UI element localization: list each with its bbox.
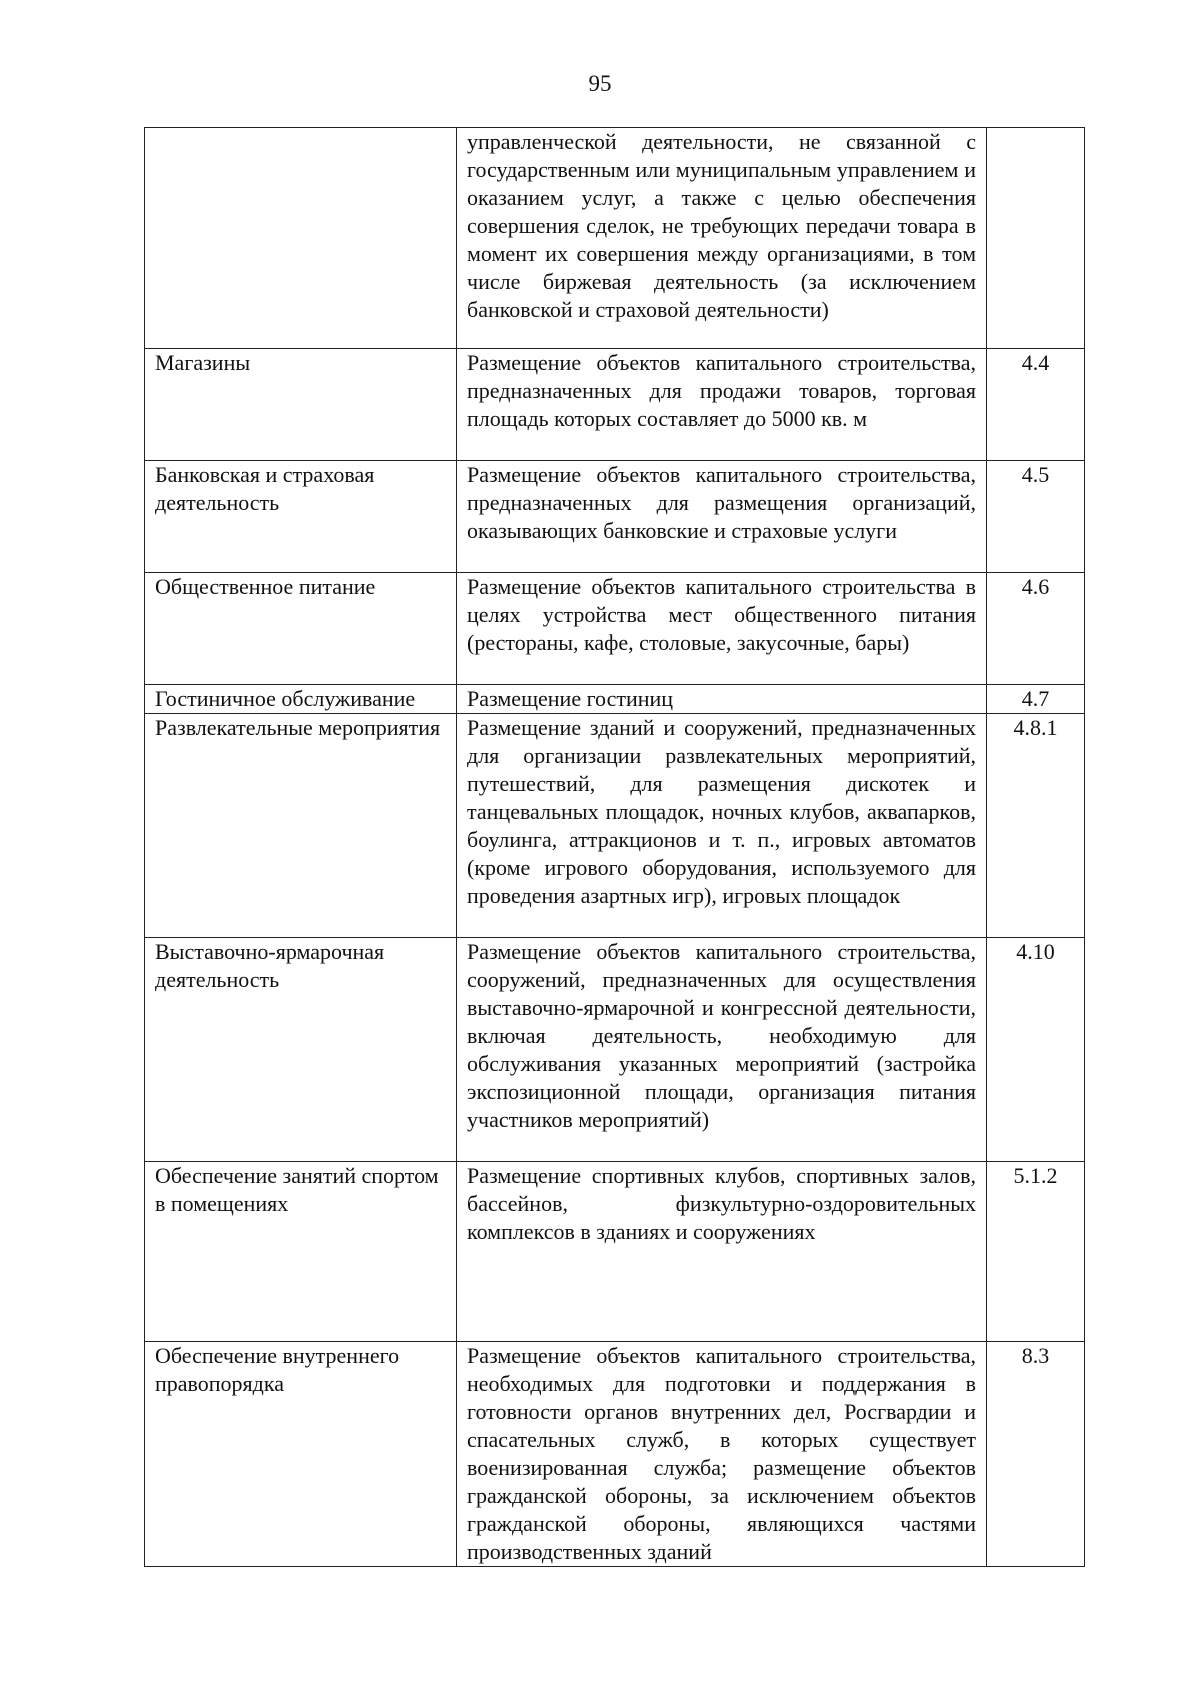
use-description-cell: Размещение объектов капитального строительства, предназначенных для продажи товаров, торговая площадь которых составляет до 5000 кв. м	[457, 349, 987, 461]
use-description-cell: Размещение объектов капитального строительства, сооружений, предназначенных для осуществления выставочно-ярмарочной и конгрессной деятельности, включая деятельность, необходимую для обслуживания указанных мероприятий (застройка экспозиционной площади, организация питания участников мероприятий)	[457, 938, 987, 1162]
use-description-cell: Размещение спортивных клубов, спортивных залов, бассейнов, физкультурно-оздоровительных комплексов в зданиях и сооружениях	[457, 1162, 987, 1342]
use-name-cell: Обеспечение занятий спортом в помещениях	[145, 1162, 457, 1342]
table-row	[145, 938, 1085, 1162]
use-code-cell	[987, 128, 1085, 349]
land-use-table	[144, 127, 1085, 1567]
use-code-cell: 4.5	[987, 461, 1085, 573]
table-row	[145, 714, 1085, 938]
use-name-cell: Развлекательные мероприятия	[145, 714, 457, 938]
table-row	[145, 461, 1085, 573]
use-code-cell: 5.1.2	[987, 1162, 1085, 1342]
table-row	[145, 349, 1085, 461]
use-description-cell: Размещение гостиниц	[457, 685, 987, 714]
table-row	[145, 573, 1085, 685]
use-code-cell: 4.7	[987, 685, 1085, 714]
table-row	[145, 1342, 1085, 1567]
use-code-cell: 8.3	[987, 1342, 1085, 1567]
use-description-cell: Размещение объектов капитального строительства в целях устройства мест общественного питания (рестораны, кафе, столовые, закусочные, бары)	[457, 573, 987, 685]
use-name-cell: Магазины	[145, 349, 457, 461]
use-code-cell: 4.10	[987, 938, 1085, 1162]
use-code-cell: 4.4	[987, 349, 1085, 461]
use-name-cell: Банковская и страховая деятельность	[145, 461, 457, 573]
use-description-cell: Размещение зданий и сооружений, предназначенных для организации развлекательных мероприятий, путешествий, для размещения дискотек и танцевальных площадок, ночных клубов, аквапарков, боулинга, аттракционов и т. п., игровых автоматов (кроме игрового оборудования, используемого для проведения азартных игр), игровых площадок	[457, 714, 987, 938]
page-number: 95	[588, 71, 612, 96]
table-row	[145, 1162, 1085, 1342]
table-row	[145, 685, 1085, 714]
use-description-cell: Размещение объектов капитального строительства, предназначенных для размещения организаций, оказывающих банковские и страховые услуги	[457, 461, 987, 573]
use-name-cell	[145, 128, 457, 349]
table-row	[145, 128, 1085, 349]
use-name-cell: Гостиничное обслуживание	[145, 685, 457, 714]
use-code-cell: 4.6	[987, 573, 1085, 685]
use-description-cell: Размещение объектов капитального строительства, необходимых для подготовки и поддержания в готовности органов внутренних дел, Росгвардии и спасательных служб, в которых существует военизированная служба; размещение объектов гражданской обороны, за исключением объектов гражданской обороны, являющихся частями производственных зданий	[457, 1342, 987, 1567]
use-name-cell: Общественное питание	[145, 573, 457, 685]
use-name-cell: Обеспечение внутреннего правопорядка	[145, 1342, 457, 1567]
use-code-cell: 4.8.1	[987, 714, 1085, 938]
use-description-cell: управленческой деятельности, не связанной с государственным или муниципальным управлением и оказанием услуг, а также с целью обеспечения совершения сделок, не требующих передачи товара в момент их совершения между организациями, в том числе биржевая деятельность (за исключением банковской и страховой деятельности)	[457, 128, 987, 349]
use-name-cell: Выставочно-ярмарочная деятельность	[145, 938, 457, 1162]
